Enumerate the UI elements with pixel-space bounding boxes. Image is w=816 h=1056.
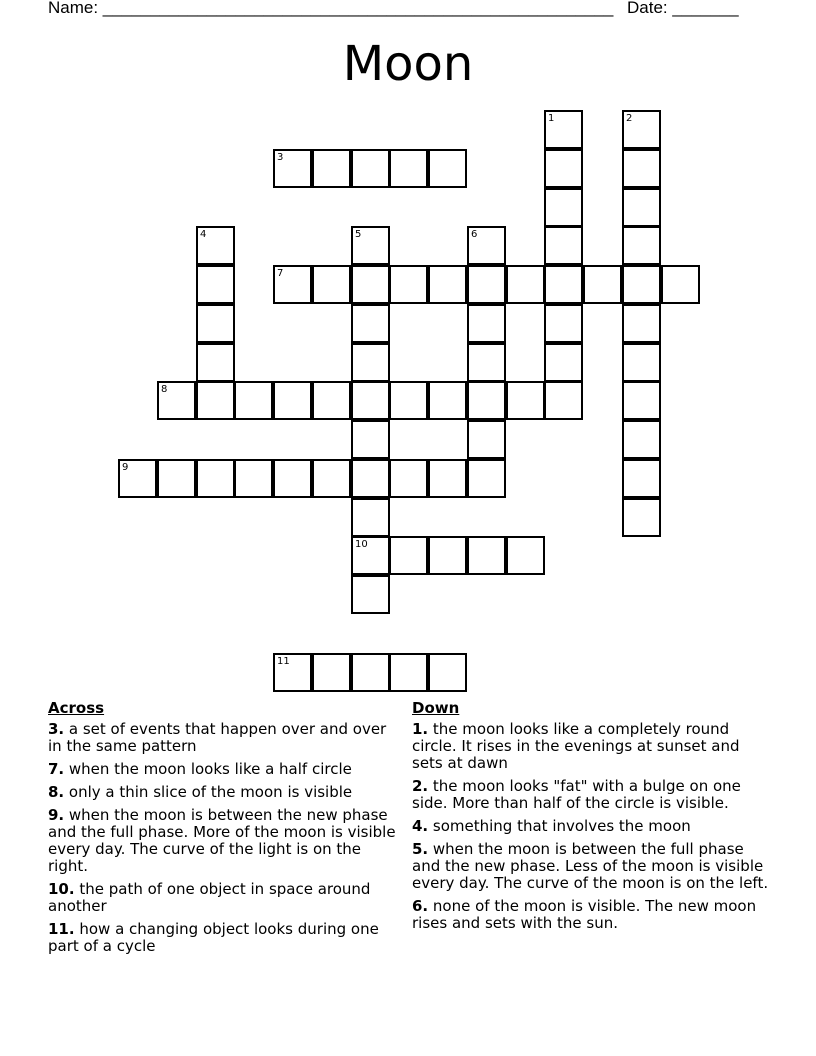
across-clue [48,881,400,915]
across-clues [48,700,400,961]
grid-cell[interactable] [428,536,467,575]
grid-cell[interactable] [196,459,235,498]
down-clue [412,841,770,892]
clue-text: a set of events that happen over and over in the same pattern [48,720,387,755]
clue-number: 10. [48,880,75,898]
grid-cell[interactable] [351,265,390,304]
clue-number: 5 [355,229,362,240]
clue-number: 5. [412,840,429,858]
grid-cell[interactable] [351,498,390,537]
grid-cell[interactable] [196,304,235,343]
clue-text: something that involves the moon [428,817,691,835]
grid-cell[interactable] [544,188,583,227]
grid-cell[interactable] [312,459,351,498]
down-clue [412,721,770,772]
grid-cell[interactable] [467,343,506,382]
grid-cell[interactable] [622,304,661,343]
grid-cell[interactable] [506,536,545,575]
grid-cell[interactable] [234,459,273,498]
grid-cell[interactable] [622,110,661,149]
clue-number: 3. [48,720,65,738]
clue-text: only a thin slice of the moon is visible [64,783,353,801]
grid-cell[interactable] [544,265,583,304]
clue-number: 8 [161,384,168,395]
grid-cell[interactable] [312,149,351,188]
grid-cell[interactable] [196,343,235,382]
page-title: Moon [342,36,474,92]
down-clue [412,818,770,835]
grid-cell[interactable] [506,265,545,304]
across-clue-list [48,721,400,955]
grid-cell[interactable] [234,381,273,420]
grid-cell[interactable] [351,343,390,382]
grid-cell[interactable] [467,381,506,420]
grid-cell[interactable] [273,459,312,498]
clue-text: the path of one object in space around another [48,880,371,915]
clue-number: 6. [412,897,429,915]
grid-cell[interactable] [467,265,506,304]
clue-text: when the moon is between the new phase and the full phase. More of the moon is visible every day. The curve of the light is on the right. [48,806,396,875]
grid-cell[interactable] [622,381,661,420]
grid-cell[interactable] [389,653,428,692]
clue-number: 4. [412,817,429,835]
across-clue [48,784,400,801]
grid-cell[interactable] [157,459,196,498]
across-clue [48,761,400,778]
clue-number: 1 [548,113,555,124]
grid-cell[interactable] [428,149,467,188]
grid-cell[interactable] [622,265,661,304]
grid-cell[interactable] [389,149,428,188]
grid-cell[interactable] [389,265,428,304]
down-heading: Down [412,699,460,717]
clue-number: 11 [277,656,290,667]
grid-cell[interactable] [622,226,661,265]
clue-number: 2. [412,777,429,795]
grid-cell[interactable] [351,304,390,343]
grid-cell[interactable] [273,653,312,692]
grid-cell[interactable] [118,459,157,498]
grid-cell[interactable] [506,381,545,420]
grid-cell[interactable] [544,343,583,382]
clue-text: the moon looks "fat" with a bulge on one side. More than half of the circle is visible. [412,777,741,812]
grid-cell[interactable] [467,536,506,575]
grid-cell[interactable] [467,304,506,343]
grid-cell[interactable] [273,265,312,304]
across-heading: Across [48,699,105,717]
grid-cell[interactable] [622,459,661,498]
down-clue-list [412,721,770,932]
grid-cell[interactable] [273,149,312,188]
grid-cell[interactable] [312,265,351,304]
across-clue [48,807,400,875]
grid-cell[interactable] [312,381,351,420]
date-field[interactable]: Date: _______ [627,0,739,17]
grid-cell[interactable] [467,226,506,265]
grid-cell[interactable] [351,653,390,692]
grid-cell[interactable] [428,265,467,304]
grid-cell[interactable] [622,188,661,227]
grid-cell[interactable] [196,226,235,265]
clue-number: 6 [471,229,478,240]
grid-cell[interactable] [389,536,428,575]
across-clue [48,921,400,955]
across-clue [48,721,400,755]
clue-text: the moon looks like a completely round circle. It rises in the evenings at sunset and sets at dawn [412,720,740,772]
clue-number: 9. [48,806,65,824]
grid-cell[interactable] [467,459,506,498]
grid-cell[interactable] [544,110,583,149]
clue-number: 4 [200,229,207,240]
clue-number: 8. [48,783,65,801]
grid-cell[interactable] [351,575,390,614]
down-clue [412,898,770,932]
clue-number: 10 [355,539,368,550]
down-clue [412,778,770,812]
clue-number: 11. [48,920,75,938]
down-clues [412,700,770,938]
grid-cell[interactable] [428,653,467,692]
clue-number: 7 [277,268,284,279]
grid-cell[interactable] [428,459,467,498]
clue-text: when the moon looks like a half circle [64,760,352,778]
clue-number: 2 [626,113,633,124]
grid-cell[interactable] [273,381,312,420]
name-field[interactable]: Name: ______________________________________________________ [48,0,614,17]
grid-cell[interactable] [622,343,661,382]
grid-cell[interactable] [467,420,506,459]
grid-cell[interactable] [157,381,196,420]
grid-cell[interactable] [351,381,390,420]
grid-cell[interactable] [583,265,622,304]
grid-cell[interactable] [351,420,390,459]
grid-cell[interactable] [544,381,583,420]
grid-cell[interactable] [351,459,390,498]
clue-text: how a changing object looks during one part of a cycle [48,920,379,955]
grid-cell[interactable] [389,381,428,420]
grid-cell[interactable] [622,498,661,537]
grid-cell[interactable] [544,149,583,188]
grid-cell[interactable] [661,265,700,304]
clue-number: 1. [412,720,429,738]
grid-cell[interactable] [351,149,390,188]
grid-cell[interactable] [351,536,390,575]
clue-text: none of the moon is visible. The new moon rises and sets with the sun. [412,897,757,932]
grid-cell[interactable] [351,226,390,265]
clue-text: when the moon is between the full phase and the new phase. Less of the moon is visible every day. The curve of the moon is on the left. [412,840,769,892]
clue-number: 9 [122,462,129,473]
grid-cell[interactable] [196,381,235,420]
grid-cell[interactable] [428,381,467,420]
clue-number: 7. [48,760,65,778]
grid-cell[interactable] [389,459,428,498]
clue-number: 3 [277,152,284,163]
grid-cell[interactable] [544,304,583,343]
grid-cell[interactable] [544,226,583,265]
grid-cell[interactable] [196,265,235,304]
grid-cell[interactable] [622,420,661,459]
grid-cell[interactable] [622,149,661,188]
grid-cell[interactable] [312,653,351,692]
